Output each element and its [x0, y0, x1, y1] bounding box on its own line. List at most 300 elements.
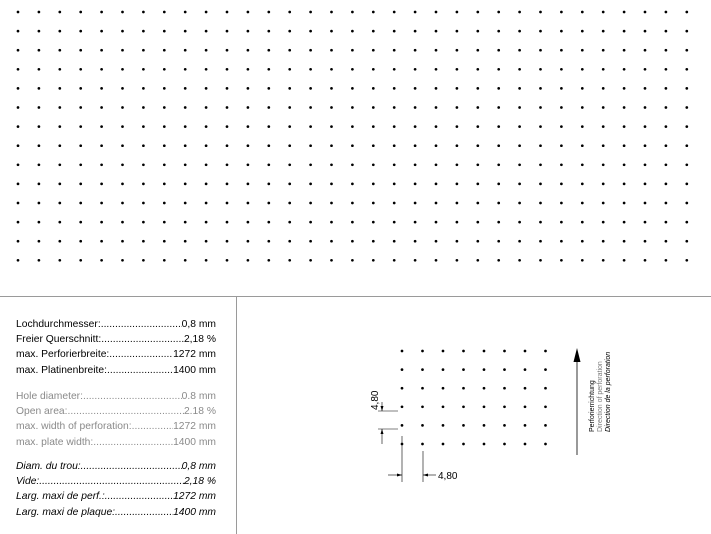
perforation-hole	[483, 368, 486, 371]
perforation-hole	[58, 202, 61, 205]
perforation-hole	[414, 30, 417, 33]
perforation-hole	[503, 443, 506, 446]
perforation-hole	[38, 49, 41, 52]
perforation-hole	[79, 106, 82, 109]
perforation-hole	[665, 30, 668, 33]
perforation-hole	[456, 202, 459, 205]
perforation-hole	[372, 11, 375, 14]
perforation-hole	[524, 443, 527, 446]
perforation-hole	[163, 106, 166, 109]
perforation-hole	[539, 221, 542, 224]
perforation-hole	[665, 125, 668, 128]
perforation-hole	[372, 240, 375, 243]
perforation-hole	[644, 144, 647, 147]
perforation-hole	[503, 350, 506, 353]
perforation-hole	[226, 144, 229, 147]
perforation-hole	[644, 125, 647, 128]
perforation-hole	[393, 30, 396, 33]
perforation-hole	[435, 221, 438, 224]
perforation-hole	[142, 125, 145, 128]
perforation-hole	[142, 259, 145, 262]
perforation-hole	[351, 30, 354, 33]
perforation-hole	[79, 183, 82, 186]
perforation-hole	[685, 30, 688, 33]
perforation-hole	[38, 240, 41, 243]
perforation-hole	[503, 387, 506, 390]
perforation-hole	[560, 30, 563, 33]
perforation-hole	[414, 68, 417, 71]
perforation-hole	[330, 202, 333, 205]
perforation-hole	[602, 144, 605, 147]
perforation-hole	[330, 240, 333, 243]
perforation-hole	[456, 68, 459, 71]
perforation-hole	[330, 221, 333, 224]
perforation-hole	[414, 144, 417, 147]
perforation-hole	[581, 125, 584, 128]
perforation-hole	[205, 87, 208, 90]
perforation-hole	[644, 240, 647, 243]
perforation-hole	[58, 163, 61, 166]
perforation-hole	[330, 125, 333, 128]
perforation-hole	[351, 68, 354, 71]
perforation-hole	[685, 221, 688, 224]
perforation-hole	[247, 68, 250, 71]
perforation-hole	[79, 87, 82, 90]
perforation-hole	[330, 11, 333, 14]
perforation-hole	[351, 202, 354, 205]
perforation-hole	[414, 106, 417, 109]
perforation-hole	[456, 106, 459, 109]
perforation-hole	[476, 87, 479, 90]
perforation-hole	[581, 183, 584, 186]
spec-label: Freier Querschnitt:	[16, 334, 102, 346]
perforation-hole	[497, 68, 500, 71]
perforation-hole	[142, 30, 145, 33]
perforation-hole	[372, 87, 375, 90]
perforation-hole	[184, 183, 187, 186]
perforation-hole	[205, 144, 208, 147]
perforation-hole	[79, 30, 82, 33]
perforation-hole	[560, 202, 563, 205]
perforation-hole	[267, 68, 270, 71]
perforation-hole	[205, 49, 208, 52]
perforation-hole	[483, 350, 486, 353]
perforation-hole	[456, 30, 459, 33]
perforation-hole	[205, 183, 208, 186]
spec-row-perforation-width-en	[16, 419, 216, 434]
perforation-hole	[560, 221, 563, 224]
perforation-hole	[142, 163, 145, 166]
perforation-hole	[142, 240, 145, 243]
perforation-hole	[623, 240, 626, 243]
perforation-detail	[360, 340, 630, 500]
perforation-hole	[351, 49, 354, 52]
spec-value: 2.18 %	[183, 406, 216, 418]
perforation-hole	[79, 259, 82, 262]
perforation-hole	[393, 87, 396, 90]
perforation-hole	[205, 125, 208, 128]
perforation-hole	[581, 87, 584, 90]
perforation-hole	[288, 49, 291, 52]
perforation-hole	[602, 240, 605, 243]
perforation-hole	[184, 144, 187, 147]
perforation-hole	[401, 350, 404, 353]
perforation-hole	[539, 240, 542, 243]
perforation-hole	[560, 106, 563, 109]
perforation-hole	[184, 11, 187, 14]
perforation-hole	[544, 443, 547, 446]
perforation-hole	[462, 350, 465, 353]
perforation-hole	[79, 144, 82, 147]
perforation-hole	[518, 202, 521, 205]
perforation-hole	[393, 49, 396, 52]
perforation-hole	[581, 240, 584, 243]
perforation-hole	[421, 350, 424, 353]
perforation-hole	[309, 68, 312, 71]
perforation-hole	[518, 240, 521, 243]
perforation-hole	[623, 221, 626, 224]
perforation-hole	[226, 87, 229, 90]
perforation-hole	[121, 49, 124, 52]
perforation-hole	[247, 30, 250, 33]
perforation-hole	[462, 424, 465, 427]
perforation-hole	[121, 202, 124, 205]
perforation-hole	[17, 163, 20, 166]
perforation-hole	[288, 87, 291, 90]
perforation-hole	[524, 405, 527, 408]
perforation-hole	[142, 183, 145, 186]
perforation-hole	[288, 183, 291, 186]
perforation-hole	[435, 240, 438, 243]
perforation-hole	[435, 106, 438, 109]
perforation-hole	[476, 202, 479, 205]
perforation-hole	[544, 424, 547, 427]
perforation-hole	[372, 221, 375, 224]
spec-value: 1400 mm	[173, 506, 216, 518]
perforation-hole	[247, 49, 250, 52]
perforation-hole	[309, 202, 312, 205]
perforation-hole	[623, 87, 626, 90]
horizontal-divider	[0, 296, 711, 297]
perforation-hole	[247, 221, 250, 224]
perforation-hole	[163, 259, 166, 262]
perforation-hole	[518, 125, 521, 128]
perforation-hole	[685, 11, 688, 14]
perforation-hole	[163, 68, 166, 71]
perforation-hole	[393, 259, 396, 262]
perforation-hole	[685, 144, 688, 147]
perforation-hole	[544, 350, 547, 353]
perforation-hole	[330, 106, 333, 109]
perforation-hole	[393, 163, 396, 166]
perforation-hole	[442, 424, 445, 427]
perforation-hole	[401, 405, 404, 408]
perforation-hole	[330, 87, 333, 90]
perforation-hole	[38, 221, 41, 224]
perforation-hole	[581, 11, 584, 14]
perforation-hole	[421, 405, 424, 408]
perforation-hole	[665, 49, 668, 52]
perforation-hole	[330, 30, 333, 33]
perforation-hole	[435, 11, 438, 14]
perforation-hole	[560, 68, 563, 71]
perforation-hole	[351, 87, 354, 90]
perforation-hole	[288, 221, 291, 224]
perforation-hole	[184, 221, 187, 224]
spec-row-perforation-width-de	[16, 347, 216, 362]
perforation-hole	[497, 259, 500, 262]
perforation-hole	[581, 202, 584, 205]
perforation-hole	[17, 202, 20, 205]
perforation-hole	[456, 144, 459, 147]
perforation-hole	[351, 144, 354, 147]
perforation-hole	[476, 106, 479, 109]
perforation-hole	[544, 405, 547, 408]
perforation-hole	[121, 11, 124, 14]
perforation-hole	[456, 11, 459, 14]
perforation-hole	[393, 11, 396, 14]
perforation-hole	[539, 183, 542, 186]
perforation-hole	[524, 350, 527, 353]
perforation-hole	[644, 49, 647, 52]
perforation-hole	[247, 183, 250, 186]
perforation-hole	[497, 144, 500, 147]
perforation-hole	[393, 221, 396, 224]
perforation-hole	[581, 163, 584, 166]
perforation-hole	[665, 144, 668, 147]
perforation-hole	[163, 240, 166, 243]
perforation-hole	[414, 125, 417, 128]
perforation-hole	[247, 259, 250, 262]
perforation-hole	[539, 68, 542, 71]
perforation-hole	[581, 30, 584, 33]
perforation-hole	[288, 30, 291, 33]
perforation-hole	[623, 202, 626, 205]
perforation-hole	[539, 144, 542, 147]
perforation-hole	[184, 163, 187, 166]
perforation-hole	[309, 87, 312, 90]
perforation-hole	[476, 183, 479, 186]
perforation-hole	[462, 405, 465, 408]
perforation-hole	[442, 443, 445, 446]
perforation-hole	[58, 49, 61, 52]
perforation-hole	[393, 240, 396, 243]
perforation-hole	[17, 144, 20, 147]
perforation-hole	[79, 163, 82, 166]
perforation-hole	[483, 424, 486, 427]
perforation-hole	[456, 183, 459, 186]
perforation-hole	[372, 68, 375, 71]
perforation-hole	[100, 11, 103, 14]
perforation-hole	[17, 125, 20, 128]
perforation-hole	[644, 68, 647, 71]
perforation-hole	[372, 30, 375, 33]
perforation-hole	[560, 183, 563, 186]
spec-label: Larg. maxi de plaque:	[16, 506, 116, 518]
perforation-hole	[226, 240, 229, 243]
perforation-hole	[476, 11, 479, 14]
perforation-hole	[442, 405, 445, 408]
perforation-hole	[205, 30, 208, 33]
perforation-hole	[414, 240, 417, 243]
spec-value: 2,18 %	[183, 334, 216, 346]
spec-row-perforation-width-fr	[16, 489, 216, 504]
horizontal-dimension	[388, 436, 436, 482]
perforation-hole	[518, 163, 521, 166]
perforation-hole	[456, 163, 459, 166]
spec-label: max. Perforierbreite:	[16, 349, 110, 361]
perforation-hole	[372, 202, 375, 205]
perforation-hole	[518, 221, 521, 224]
perforation-hole	[163, 144, 166, 147]
perforation-hole	[456, 125, 459, 128]
perforation-hole	[351, 125, 354, 128]
perforation-hole	[226, 221, 229, 224]
perforation-hole	[38, 259, 41, 262]
perforation-hole	[435, 30, 438, 33]
perforation-hole	[685, 163, 688, 166]
perforation-hole	[456, 87, 459, 90]
perforation-hole	[602, 106, 605, 109]
perforation-hole	[644, 106, 647, 109]
specs-french	[16, 459, 216, 520]
perforation-hole	[435, 125, 438, 128]
perforation-hole	[393, 144, 396, 147]
perforation-hole	[309, 11, 312, 14]
perforation-hole	[685, 68, 688, 71]
perforation-hole	[184, 202, 187, 205]
perforation-hole	[58, 68, 61, 71]
vertical-dimension	[378, 402, 398, 444]
perforation-hole	[435, 87, 438, 90]
perforation-hole	[226, 11, 229, 14]
perforation-hole	[100, 49, 103, 52]
perforation-hole	[623, 163, 626, 166]
perforation-hole	[393, 202, 396, 205]
perforation-hole	[518, 87, 521, 90]
perforation-hole	[544, 387, 547, 390]
perforation-hole	[435, 183, 438, 186]
perforation-hole	[476, 240, 479, 243]
perforation-hole	[267, 49, 270, 52]
specs-english	[16, 389, 216, 450]
perforation-hole	[435, 202, 438, 205]
perforation-hole	[581, 106, 584, 109]
perforation-hole	[330, 68, 333, 71]
perforation-hole	[665, 106, 668, 109]
perforation-hole	[121, 106, 124, 109]
perforation-hole	[247, 87, 250, 90]
perforation-hole	[163, 11, 166, 14]
perforation-hole	[372, 125, 375, 128]
perforation-hole	[602, 30, 605, 33]
perforation-hole	[421, 368, 424, 371]
perforation-hole	[518, 49, 521, 52]
perforation-hole	[163, 125, 166, 128]
perforation-hole	[372, 49, 375, 52]
perforation-hole	[205, 106, 208, 109]
perforation-hole	[100, 240, 103, 243]
perforation-hole	[309, 125, 312, 128]
perforation-hole	[58, 221, 61, 224]
perforation-hole	[372, 163, 375, 166]
perforation-hole	[121, 221, 124, 224]
perforation-hole	[267, 221, 270, 224]
perforation-hole	[58, 11, 61, 14]
perforation-hole	[518, 68, 521, 71]
spec-value: 0,8 mm	[181, 461, 216, 472]
perforation-hole	[560, 125, 563, 128]
spec-label: max. width of perforation:	[16, 421, 132, 433]
perforation-hole	[226, 259, 229, 262]
perforation-hole	[372, 106, 375, 109]
perforation-hole	[442, 387, 445, 390]
spec-row-open-area-de	[16, 332, 216, 347]
spec-row-plate-width-en	[16, 435, 216, 450]
perforation-hole	[414, 11, 417, 14]
perforation-hole	[58, 183, 61, 186]
perforation-hole	[393, 183, 396, 186]
perforation-hole	[524, 387, 527, 390]
perforation-hole	[503, 424, 506, 427]
perforation-hole	[539, 49, 542, 52]
perforation-hole	[38, 163, 41, 166]
perforation-hole	[184, 87, 187, 90]
perforation-hole	[602, 68, 605, 71]
perforation-hole	[372, 183, 375, 186]
perforation-hole	[581, 259, 584, 262]
perforation-hole	[623, 144, 626, 147]
perforation-hole	[623, 106, 626, 109]
perforation-hole	[456, 240, 459, 243]
perforation-hole	[163, 202, 166, 205]
perforation-hole	[602, 259, 605, 262]
perforation-hole	[142, 49, 145, 52]
perforation-hole	[518, 183, 521, 186]
spec-label: Lochdurchmesser:	[16, 319, 101, 330]
perforation-hole	[414, 87, 417, 90]
perforation-hole	[79, 240, 82, 243]
perforation-hole	[38, 183, 41, 186]
perforation-hole	[560, 87, 563, 90]
perforation-hole	[414, 49, 417, 52]
perforation-hole	[351, 106, 354, 109]
perforation-hole	[581, 221, 584, 224]
perforation-hole	[17, 30, 20, 33]
perforation-hole	[121, 259, 124, 262]
perforation-hole	[267, 144, 270, 147]
spec-label: Hole diameter:	[16, 391, 83, 402]
spec-row-hole-diameter-fr	[16, 459, 216, 474]
perforation-hole	[184, 106, 187, 109]
perforation-hole	[476, 68, 479, 71]
perforation-hole	[309, 183, 312, 186]
perforation-hole	[79, 68, 82, 71]
perforation-hole	[226, 49, 229, 52]
perforation-hole	[497, 11, 500, 14]
perforation-hole	[38, 87, 41, 90]
perforation-hole	[539, 259, 542, 262]
perforation-hole	[351, 221, 354, 224]
perforation-hole	[267, 183, 270, 186]
perforation-hole	[602, 87, 605, 90]
perforation-hole	[560, 163, 563, 166]
perforation-hole	[351, 259, 354, 262]
vertical-dimension-label: 4,80	[370, 390, 381, 410]
perforation-hole	[100, 259, 103, 262]
perforation-hole	[267, 163, 270, 166]
perforation-hole	[205, 68, 208, 71]
